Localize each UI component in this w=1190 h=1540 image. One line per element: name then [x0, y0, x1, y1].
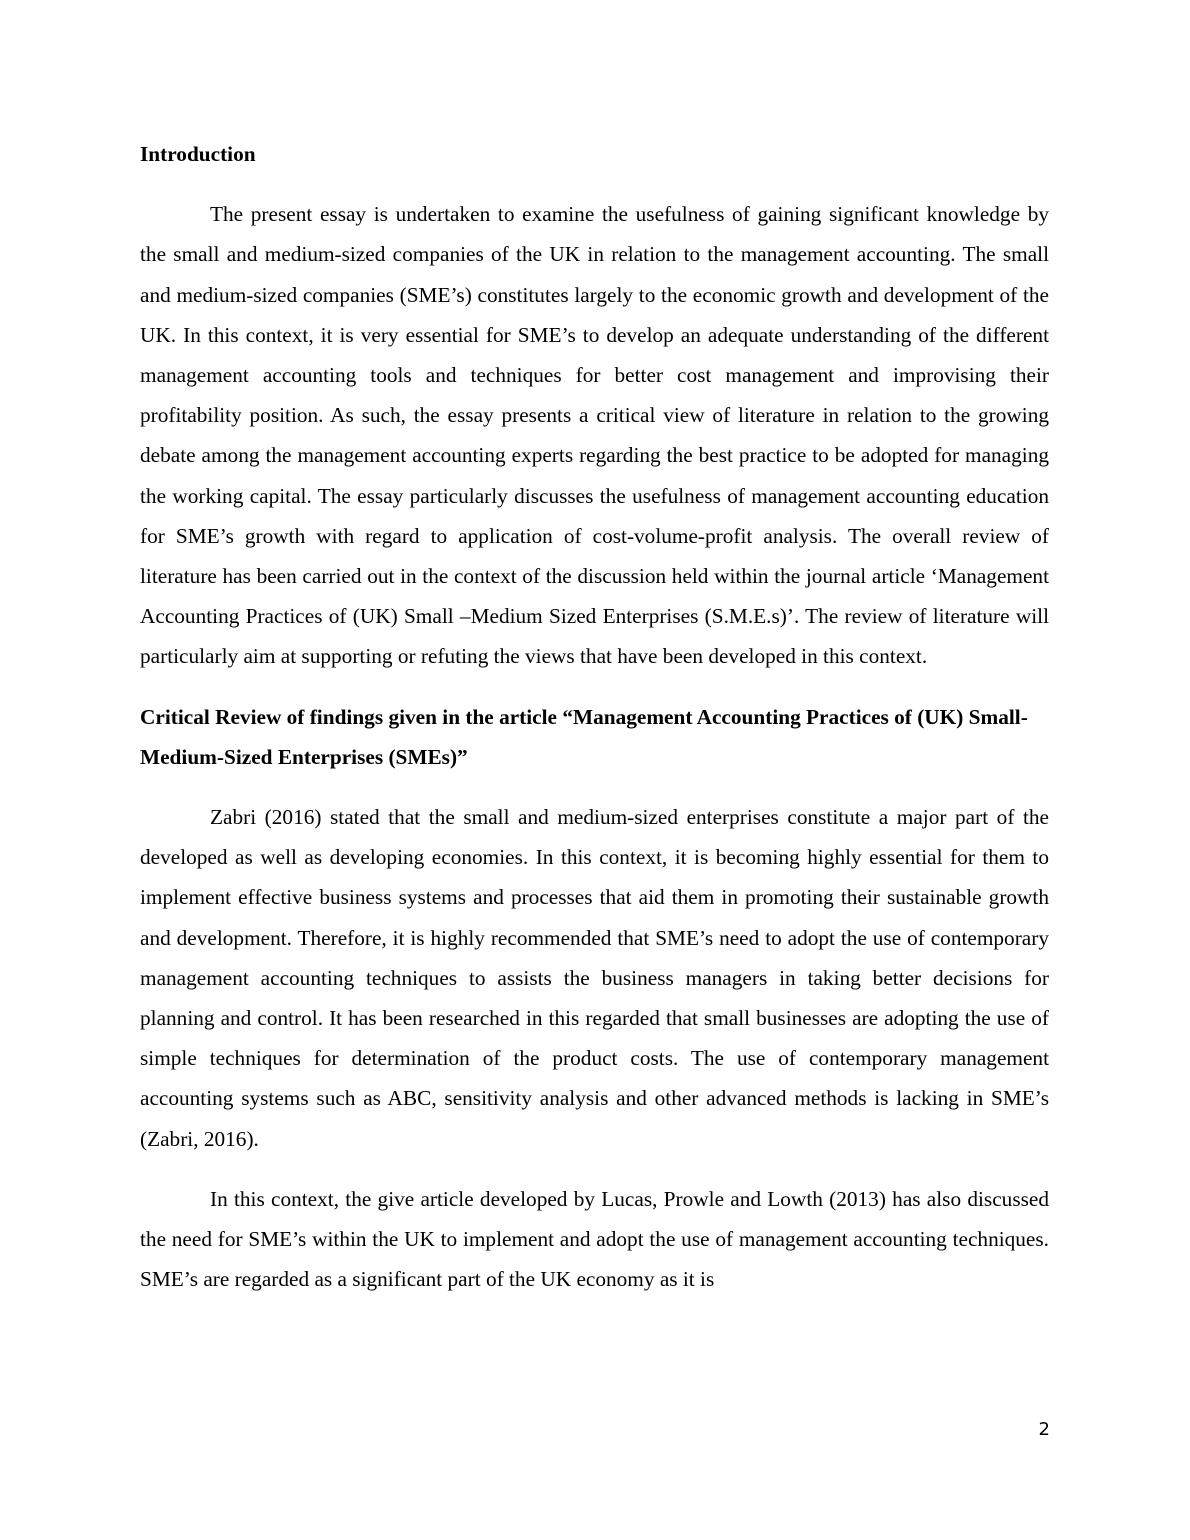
heading-introduction: Introduction [140, 142, 256, 166]
page-number: 2 [1038, 1419, 1050, 1440]
review-paragraph-2: In this context, the give article developed by Lucas, Prowle and Lowth (2013) has also discussed the need for SME’s within the UK to implement and adopt the use of management accounting techniques. SME’s are regarded as a significant part of the UK economy as it is [140, 1186, 1049, 1292]
intro-paragraph: The present essay is undertaken to examine the usefulness of gaining significant knowledge by the small and medium-sized companies of the UK in relation to the management accounting. The small and medium-sized companies (SME’s) constitutes largely to the economic growth and development of the UK. In this context, it is very essential for SME’s to develop an adequate understanding of the different management accounting tools and techniques for better cost management and improvising their profitability position. As such, the essay presents a critical view of literature in relation to the growing debate among the management accounting experts regarding the best practice to be adopted for managing the working capital. The essay particularly discusses the usefulness of management accounting education for SME’s growth with regard to application of cost-volume-profit analysis. The overall review of literature has been carried out in the context of the discussion held within the journal article ‘Management Accounting Practices of (UK) Small –Medium Sized Enterprises (S.M.E.s)’. The review of literature will particularly aim at supporting or refuting the views that have been developed in this context. [140, 202, 1049, 669]
page-body [140, 134, 1049, 1319]
heading-critical-review: Critical Review of findings given in the article “Management Accounting Practices of (UK) Small-Medium-Sized Enterprises (SMEs)” [140, 704, 1028, 769]
review-paragraph-1: Zabri (2016) stated that the small and medium-sized enterprises constitute a major part of the developed as well as developing economies. In this context, it is becoming highly essential for them to implement effective business systems and processes that aid them in promoting their sustainable growth and development. Therefore, it is highly recommended that SME’s need to adopt the use of contemporary management accounting techniques to assists the business managers in taking better decisions for planning and control. It has been researched in this regarded that small businesses are adopting the use of simple techniques for determination of the product costs. The use of contemporary management accounting systems such as ABC, sensitivity analysis and other advanced methods is lacking in SME’s (Zabri, 2016). [140, 805, 1049, 1151]
